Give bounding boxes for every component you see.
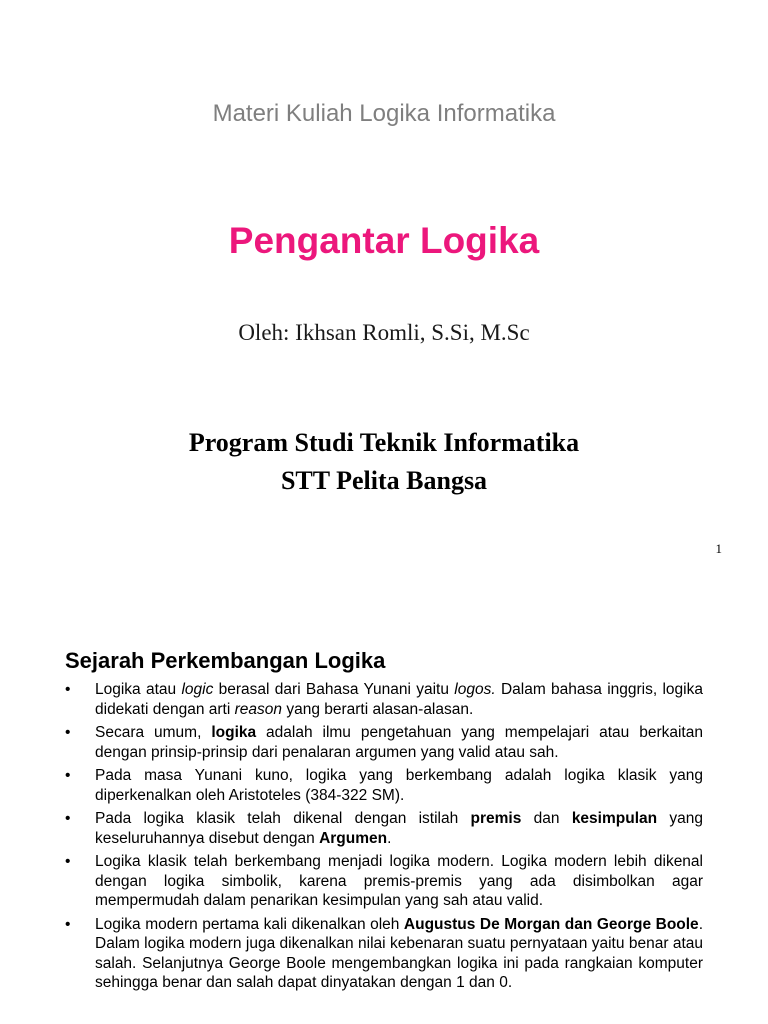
- page-number: 1: [715, 541, 722, 556]
- list-item: • Logika modern pertama kali dikenalkan oleh Augustus De Morgan dan George Boole. Dalam logika modern juga dikenalkan nilai kebenaran suatu pernyataan yaitu benar atau salah. Selanjutnya George Boole mengembangkan logika ini pada rangkaian komputer sehingga benar dan salah dapat dinyatakan dengan 1 dan 0.: [65, 915, 703, 991]
- school-name: STT Pelita Bangsa: [280, 466, 488, 495]
- list-item: • Logika atau logic berasal dari Bahasa Yunani yaitu logos. Dalam bahasa inggris, logika didekati dengan arti reason yang berarti alasan-alasan.: [65, 681, 703, 718]
- list-item: • Pada masa Yunani kuno, logika yang berkembang adalah logika klasik yang diperkenalkan oleh Aristoteles (384-322 SM).: [65, 767, 703, 804]
- history-slide: [0, 576, 768, 1024]
- slide-title: Pengantar Logika: [228, 220, 540, 261]
- course-label: Materi Kuliah Logika Informatika: [212, 100, 556, 127]
- bullet-icon: •: [65, 681, 71, 698]
- bullet-icon: •: [65, 915, 71, 933]
- section-heading: Sejarah Perkembangan Logika: [65, 648, 386, 673]
- institution-block: [0, 424, 768, 500]
- program-name: Program Studi Teknik Informatika: [188, 428, 580, 457]
- bullet-icon: •: [65, 767, 71, 784]
- bullet-icon: •: [65, 810, 71, 827]
- bullet-icon: •: [65, 853, 71, 870]
- list-item: • Secara umum, logika adalah ilmu pengetahuan yang mempelajari atau berkaitan dengan prinsip-prinsip dari penalaran argumen yang valid atau sah.: [65, 724, 703, 761]
- author-line: Oleh: Ikhsan Romli, S.Si, M.Sc: [238, 320, 530, 345]
- bullet-icon: •: [65, 724, 71, 741]
- list-item: • Logika klasik telah berkembang menjadi logika modern. Logika modern lebih dikenal dengan logika simbolik, karena premis-premis yang ada disimbolkan agar mempermudah dalam penarikan kesimpulan yang sah atau valid.: [65, 853, 703, 909]
- bullet-list: [65, 680, 703, 997]
- list-item: • Pada logika klasik telah dikenal dengan istilah premis dan kesimpulan yang keseluruhannya disebut dengan Argumen.: [65, 810, 703, 847]
